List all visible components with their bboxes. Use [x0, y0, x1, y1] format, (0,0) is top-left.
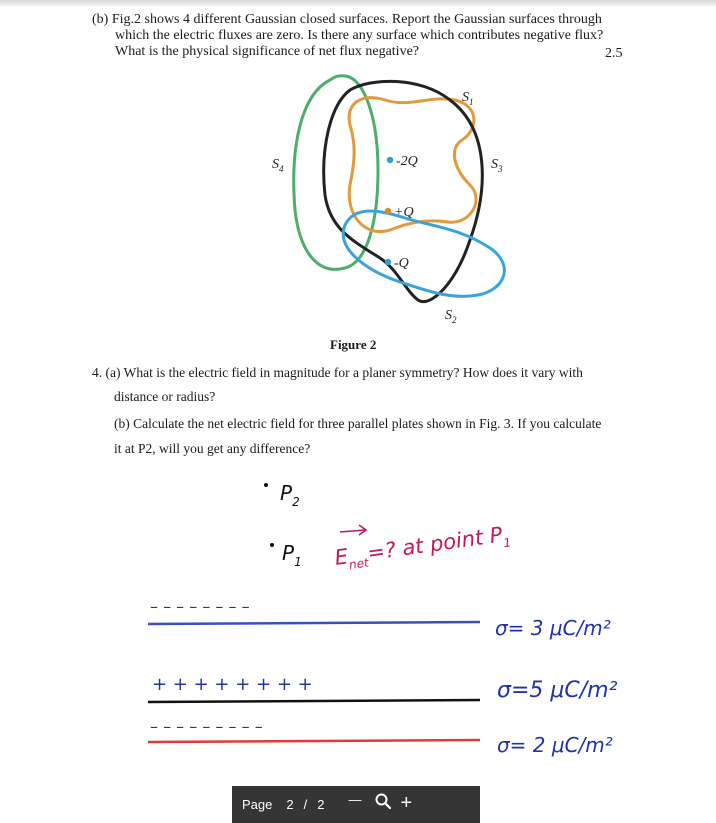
enet-annotation: $E_{net}=$? at point $P_1$ — [333, 522, 512, 573]
page-separator: / — [303, 797, 308, 812]
zoom-icon-button[interactable] — [374, 792, 400, 818]
current-page-number[interactable]: 2 — [286, 797, 294, 812]
plate-2-line — [148, 700, 480, 702]
question-4b-line-1: (b) Calculate the net electric field for three parallel plates shown in Fig. 3. If you calculate — [114, 416, 602, 431]
label-s4: $S_4$ — [272, 157, 284, 174]
plate-1-sigma: σ= 3 μC/m² — [495, 616, 611, 640]
charge-label-minus-2q: -2Q — [396, 154, 418, 169]
charge-label-minus-q: -Q — [394, 256, 409, 271]
plate-3-sigma: σ= 2 μC/m² — [497, 733, 613, 757]
label-s1: $S_1$ — [462, 90, 474, 107]
zoom-out-button[interactable]: — — [348, 791, 362, 807]
point-p2-label: $P_2$ — [280, 481, 300, 509]
enet-arrow — [340, 530, 365, 532]
question-4a-line-2: distance or radius? — [114, 389, 216, 404]
question-b-line-3: What is the physical significance of net flux negative? — [115, 44, 420, 59]
question-b-marks: 2.5 — [605, 46, 623, 61]
point-p1-dot — [270, 543, 274, 547]
question-4b-line-2: it at P2, will you get any difference? — [114, 441, 311, 456]
charge-label-plus-q: +Q — [394, 205, 414, 220]
plate-2-sigma: σ=5 μC/m² — [497, 678, 618, 703]
magnifier-icon — [374, 792, 392, 810]
plate-2-signs: + + + + + + + + — [152, 674, 313, 695]
total-pages: 2 — [317, 797, 325, 812]
figure-2-caption: Figure 2 — [330, 337, 377, 352]
point-p1-label: $P_1$ — [282, 541, 302, 569]
plate-1-signs: – – – – – – – – — [150, 597, 250, 616]
label-s3: $S_3$ — [491, 157, 503, 174]
plate-3-signs: – – – – – – – – – — [150, 717, 263, 736]
point-p2-dot — [264, 483, 268, 487]
label-s2: $S_2$ — [445, 308, 457, 325]
plate-1-line — [148, 622, 480, 624]
question-4a-line-1: 4. (a) What is the electric field in magnitude for a planer symmetry? How does it vary with — [92, 365, 583, 380]
plate-3-line — [148, 740, 480, 742]
question-b-line-1: (b) Fig.2 shows 4 different Gaussian closed surfaces. Report the Gaussian surfaces through — [92, 12, 602, 27]
page-label: Page — [242, 797, 273, 812]
question-b-line-2: which the electric fluxes are zero. Is there any surface which contributes negative flux? — [115, 28, 604, 43]
pdf-page-toolbar — [232, 786, 480, 823]
zoom-in-button[interactable]: + — [400, 791, 413, 814]
